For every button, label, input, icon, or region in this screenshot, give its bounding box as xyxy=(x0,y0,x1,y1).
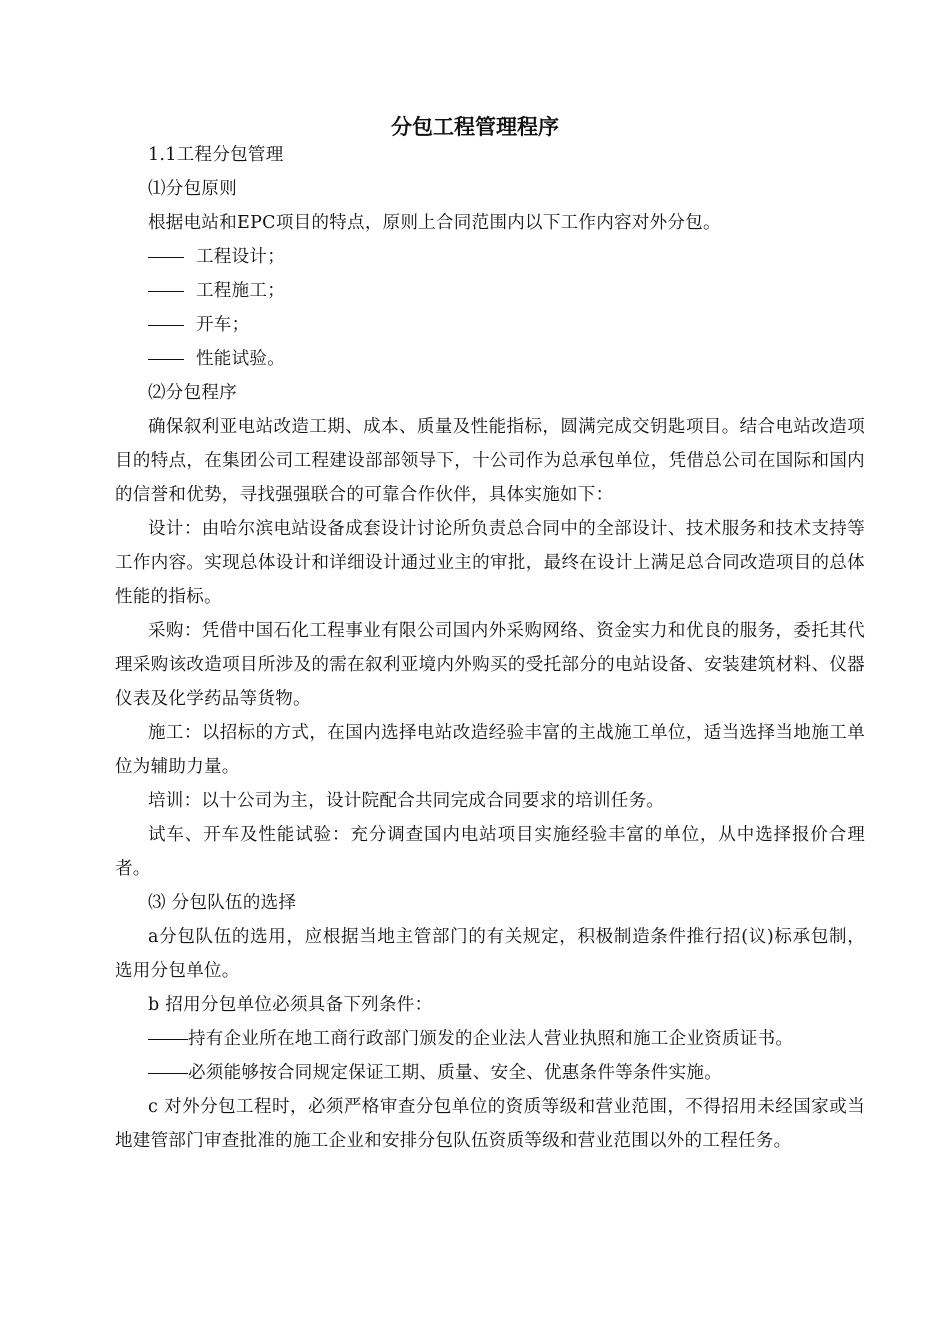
dash-item-text: 工程设计； xyxy=(196,247,285,267)
dash-mark xyxy=(148,291,184,293)
dash-item xyxy=(115,308,865,342)
paragraph: 培训：以十公司为主，设计院配合共同完成合同要求的培训任务。 xyxy=(148,791,665,811)
page-title: 分包工程管理程序 xyxy=(391,115,559,139)
dash-item-text: 开车； xyxy=(196,315,250,335)
condition-item-text: 持有企业所在地工商行政部门颁发的企业法人营业执照和施工企业资质证书。 xyxy=(188,1029,794,1049)
paragraph: 采购：凭借中国石化工程事业有限公司国内外采购网络、资金实力和优良的服务，委托其代理采购该改造项目所涉及的需在叙利亚境内外购买的受托部分的电站设备、安装建筑材料、仪器仪表及化学药品等货物。 xyxy=(115,621,865,709)
dash-item xyxy=(115,274,865,308)
subsection-heading: ⑶ 分包队伍的选择 xyxy=(148,893,297,913)
paragraph: 设计：由哈尔滨电站设备成套设计讨论所负责总合同中的全部设计、技术服务和技术支持等工作内容。实现总体设计和详细设计通过业主的审批，最终在设计上满足总合同改造项目的总体性能的指标。 xyxy=(115,519,865,607)
paragraph: 试车、开车及性能试验：充分调查国内电站项目实施经验丰富的单位，从中选择报价合理者。 xyxy=(115,825,865,879)
dash-mark xyxy=(148,1073,188,1075)
condition-item-text: 必须能够按合同规定保证工期、质量、安全、优惠条件等条件实施。 xyxy=(188,1063,722,1083)
dash-item-text: 工程施工； xyxy=(196,281,285,301)
paragraph: 施工：以招标的方式，在国内选择电站改造经验丰富的主战施工单位，适当选择当地施工单位为辅助力量。 xyxy=(115,723,865,777)
dash-mark xyxy=(148,1039,188,1041)
paragraph: c 对外分包工程时，必须严格审查分包单位的资质等级和营业范围，不得招用未经国家或当地建管部门审查批准的施工企业和安排分包队伍资质等级和营业范围以外的工程任务。 xyxy=(115,1097,865,1151)
subsection-heading: ⑵分包程序 xyxy=(148,383,237,403)
paragraph: a分包队伍的选用，应根据当地主管部门的有关规定，积极制造条件推行招(议)标承包制，选用分包单位。 xyxy=(115,927,865,981)
paragraph: 根据电站和EPC项目的特点，原则上合同范围内以下工作内容对外分包。 xyxy=(148,213,721,233)
dash-mark xyxy=(148,325,184,327)
paragraph: b 招用分包单位必须具备下列条件： xyxy=(148,995,433,1015)
dash-item xyxy=(115,342,865,376)
dash-item xyxy=(115,240,865,274)
dash-mark xyxy=(148,257,184,259)
document-body xyxy=(115,138,865,1158)
condition-item xyxy=(115,1022,865,1056)
subsection-heading: ⑴分包原则 xyxy=(148,179,237,199)
condition-item xyxy=(115,1056,865,1090)
paragraph: 确保叙利亚电站改造工期、成本、质量及性能指标，圆满完成交钥匙项目。结合电站改造项目的特点，在集团公司工程建设部部领导下，十公司作为总承包单位，凭借总公司在国际和国内的信誉和优势，寻找强强联合的可靠合作伙伴，具体实施如下： xyxy=(115,417,865,505)
section-heading: 1.1工程分包管理 xyxy=(148,145,284,165)
dash-mark xyxy=(148,359,184,361)
dash-item-text: 性能试验。 xyxy=(196,349,285,369)
